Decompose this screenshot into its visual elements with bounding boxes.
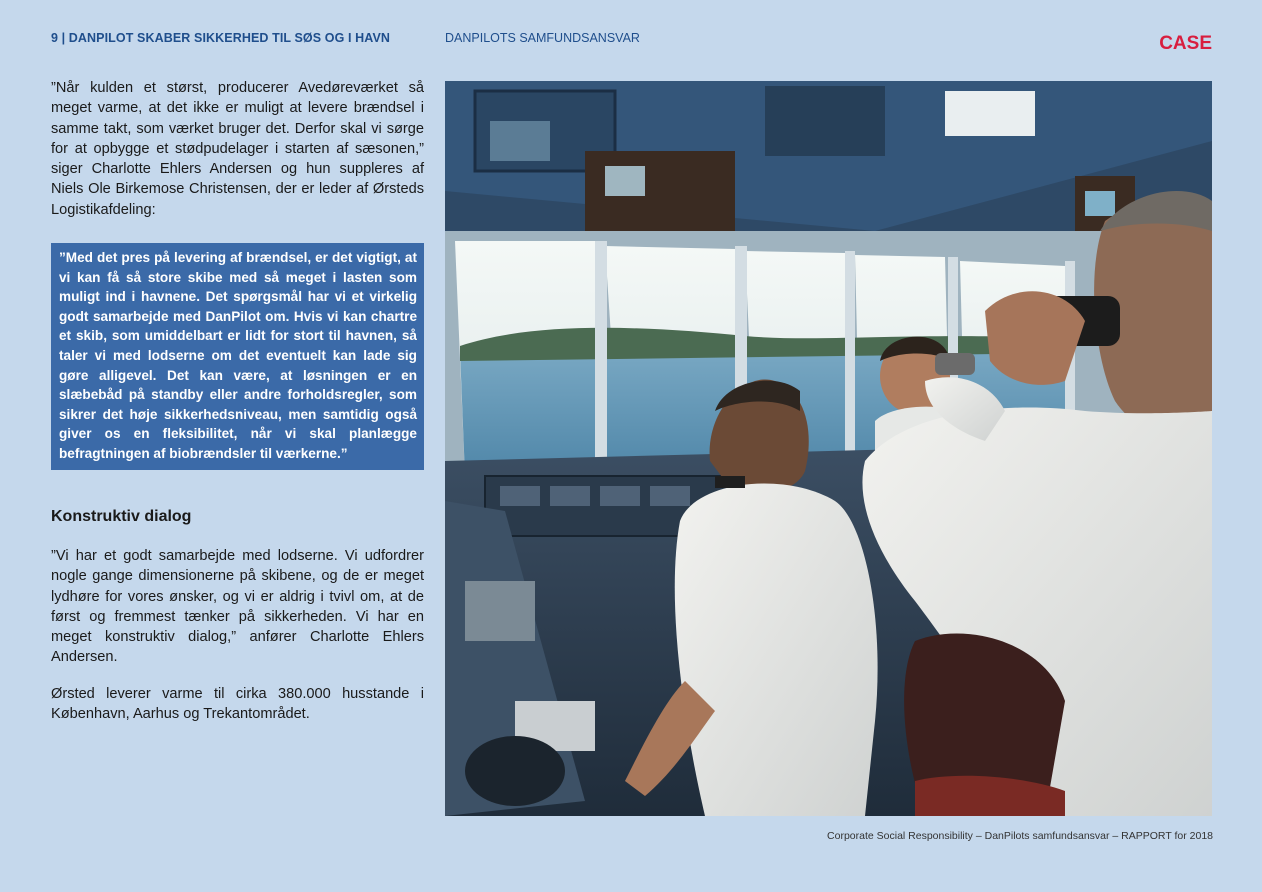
body-paragraph-3: Ørsted leverer varme til cirka 380.000 husstande i København, Aarhus og Trekantområdet. — [51, 686, 424, 723]
pull-quote-text: ”Med det pres på levering af brændsel, er det vigtigt, at vi kan få så store skibe med så meget i lasten som muligt ind i havnene. Det spørgsmål har vi et virkelig godt samarbejde med DanPilot om. Hvis vi kan chartre et skib, som umiddelbart er lidt for stort til havnen, så taler vi med lodserne om det eventuelt kan lade sig gøre alligevel. Det kan være, at løsningen er en slæbebåd på standby eller andre forholdsregler, som sikrer det høje sikkerhedsniveau, men samtidig også giver os en fleksibilitet, når vi skal planlægge befragtningen af biobrændsler til værkerne.” — [59, 250, 417, 461]
body-paragraph-2: ”Vi har et godt samarbejde med lodserne. Vi udfordrer nogle gange dimensionerne på skibene, og de er meget lydhøre for vores ønsker, og vi er aldrig i tvivl om, at de først og fremmest tænker på sikkerheden. Vi har en meget konstruktiv dialog,” anfører Charlotte Ehlers Andersen. — [51, 548, 424, 666]
ship-bridge-photo — [445, 81, 1212, 816]
case-tag: CASE — [1159, 33, 1212, 54]
pull-quote-box — [51, 243, 424, 470]
body-paragraph-1: ”Når kulden et størst, producerer Avedøreværket så meget varme, at det ikke er muligt at levere brændsel i samme takt, som værket bruger det. Derfor skal vi sørge for at opbygge et stødpudelager i starten af sæsonen,” siger Charlotte Ehlers Andersen og hun suppleres af Niels Ole Birkemose Christensen, der er leder af Ørsteds Logistikafdeling: — [51, 80, 424, 218]
section-header: DANPILOTS SAMFUNDSANSVAR — [445, 31, 640, 45]
page-footer: Corporate Social Responsibility – DanPilots samfundsansvar – RAPPORT for 2018 — [827, 830, 1213, 842]
running-header: 9 | DANPILOT SKABER SIKKERHED TIL SØS OG I HAVN — [51, 31, 391, 45]
subheading: Konstruktiv dialog — [51, 508, 192, 525]
ship-bridge-illustration — [445, 81, 1212, 816]
